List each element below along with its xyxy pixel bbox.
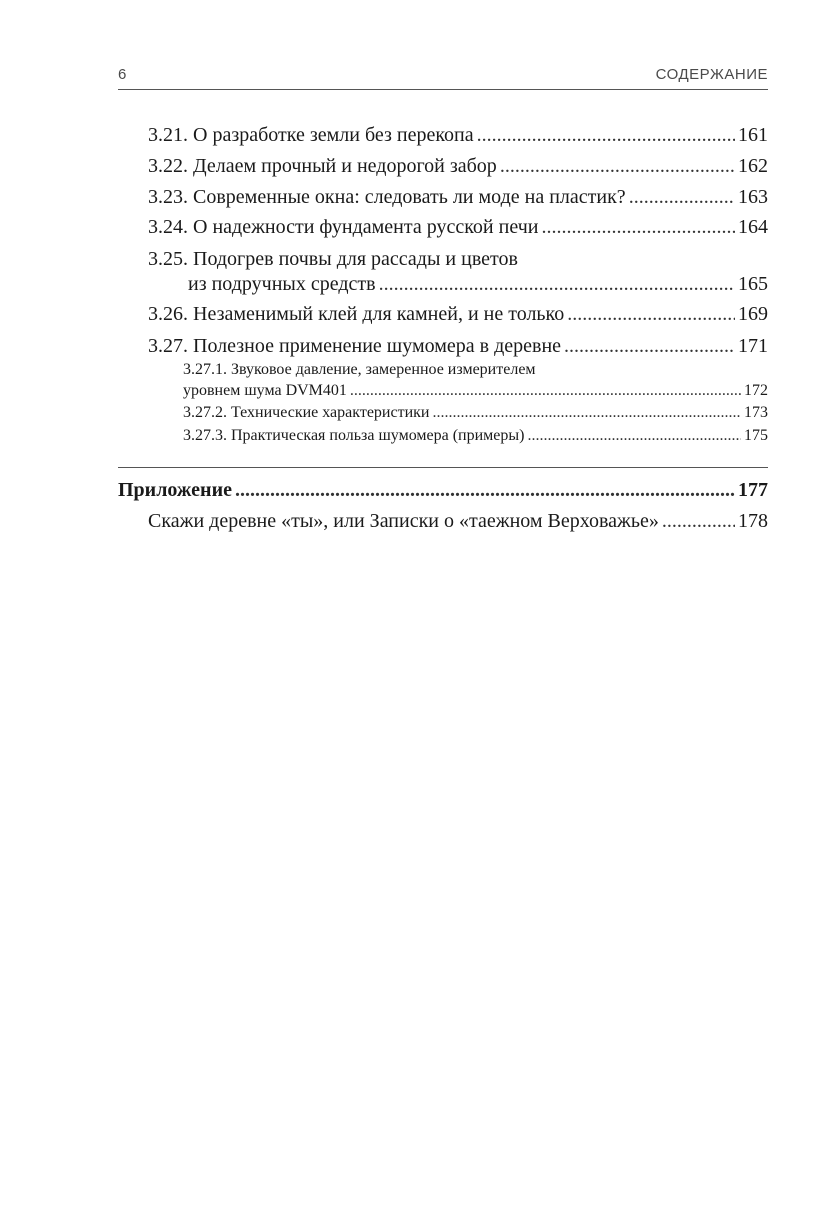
toc-entry-page: 162 xyxy=(738,155,768,177)
toc-entry-3-27-3[interactable] xyxy=(183,427,768,445)
toc-entry-page: 165 xyxy=(738,273,768,295)
toc-entry-page: 164 xyxy=(738,216,768,238)
toc-entry-page: 169 xyxy=(738,303,768,325)
toc-entry-3-26[interactable] xyxy=(148,303,768,326)
dot-leader xyxy=(500,155,735,178)
dot-leader xyxy=(235,479,735,502)
toc-entry-title: из подручных средств xyxy=(188,273,376,295)
toc-entry-page: 175 xyxy=(744,427,768,444)
dot-leader xyxy=(662,510,735,533)
toc-entry-appendix-sub[interactable] xyxy=(148,510,768,533)
toc-entry-title: Скажи деревне «ты», или Записки о «таежном Верховажье» xyxy=(148,510,659,532)
toc-entry-3-22[interactable] xyxy=(148,155,768,178)
toc-entry-appendix[interactable] xyxy=(118,479,768,502)
dot-leader xyxy=(541,216,735,239)
dot-leader xyxy=(432,404,741,422)
toc-entry-page: 163 xyxy=(738,186,768,208)
section-title: СОДЕРЖАНИЕ xyxy=(655,66,768,83)
toc-entry-3-24[interactable] xyxy=(148,216,768,239)
toc-entry-title: 3.22. Делаем прочный и недорогой забор xyxy=(148,155,497,177)
toc-entry-3-27-1[interactable] xyxy=(183,382,768,400)
dot-leader xyxy=(564,335,735,358)
toc-entry-3-25[interactable] xyxy=(188,273,768,296)
toc-entry-page: 178 xyxy=(738,510,768,532)
dot-leader xyxy=(567,303,735,326)
toc-entry-page: 161 xyxy=(738,124,768,146)
toc-entry-page: 172 xyxy=(744,382,768,399)
toc-entry-3-23[interactable] xyxy=(148,186,768,209)
toc-entry-title: 3.27. Полезное применение шумомера в деревне xyxy=(148,335,562,357)
toc-entry-title: 3.27.3. Практическая польза шумомера (примеры) xyxy=(183,427,525,444)
toc-entry-title: 3.24. О надежности фундамента русской печи xyxy=(148,216,539,238)
dot-leader xyxy=(477,124,735,147)
dot-leader xyxy=(379,273,735,296)
toc-entry-3-27-1-line1[interactable]: 3.27.1. Звуковое давление, замеренное измерителем xyxy=(183,361,536,378)
toc-entry-title: уровнем шума DVM401 xyxy=(183,382,347,399)
dot-leader xyxy=(350,382,741,400)
section-divider xyxy=(118,467,768,468)
toc-entry-page: 173 xyxy=(744,404,768,421)
toc-entry-3-21[interactable] xyxy=(148,124,768,147)
toc-entry-title: 3.26. Незаменимый клей для камней, и не только xyxy=(148,303,565,325)
running-header xyxy=(118,66,768,90)
dot-leader xyxy=(629,186,735,209)
toc-entry-title: 3.21. О разработке земли без перекопа xyxy=(148,124,474,146)
toc-entry-3-25-line1[interactable]: 3.25. Подогрев почвы для рассады и цветов xyxy=(148,248,518,270)
toc-entry-page: 177 xyxy=(738,479,768,501)
toc-entry-3-27[interactable] xyxy=(148,335,768,358)
toc-entry-title: 3.23. Современные окна: следовать ли моде на пластик? xyxy=(148,186,626,208)
toc-entry-title: 3.27.2. Технические характеристики xyxy=(183,404,430,421)
toc-entry-page: 171 xyxy=(738,335,768,357)
toc-entry-3-27-2[interactable] xyxy=(183,404,768,422)
dot-leader xyxy=(527,427,741,445)
toc-entry-title: Приложение xyxy=(118,479,232,501)
page-number: 6 xyxy=(118,66,127,83)
